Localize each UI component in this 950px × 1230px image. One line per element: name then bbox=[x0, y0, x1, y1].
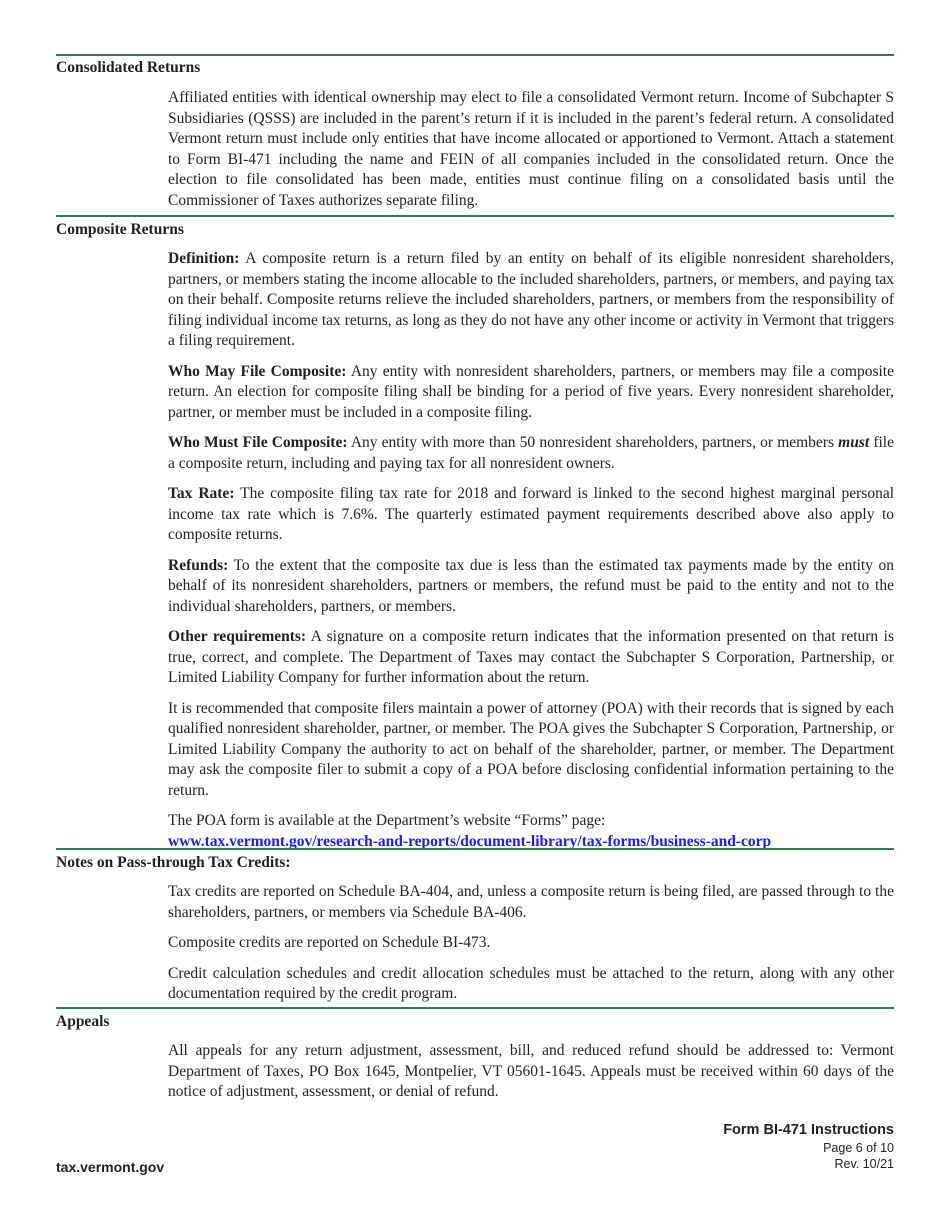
credits-paragraph-1: Tax credits are reported on Schedule BA-404, and, unless a composite return is being filed, are passed through to the shareholders, partners, or members via Schedule BA-406. bbox=[168, 883, 894, 921]
other-requirements-label: Other requirements: bbox=[168, 628, 307, 645]
who-may-file-text: Any entity with nonresident shareholders, partners, or members may file a composite return. An election for composite filing shall be binding for a period of five years. Every nonresident shareholder, partner, or member must be included in a composite filing. bbox=[168, 362, 894, 421]
definition-paragraph bbox=[168, 249, 894, 352]
who-must-file-text-1: Any entity with more than 50 nonresident shareholders, partners, or members bbox=[347, 434, 839, 451]
tax-rate-label: Tax Rate: bbox=[168, 485, 235, 502]
who-must-file-label: Who Must File Composite: bbox=[168, 434, 348, 451]
refunds-label: Refunds: bbox=[168, 556, 229, 574]
footer-page-number: Page 6 of 10 bbox=[823, 1141, 894, 1155]
credits-paragraph-2: Composite credits are reported on Schedule BI-473. bbox=[168, 934, 491, 951]
section-divider bbox=[56, 848, 894, 850]
footer-website: tax.vermont.gov bbox=[56, 1159, 165, 1175]
pass-through-credits-body bbox=[168, 882, 894, 1015]
poa-paragraph: It is recommended that composite filers maintain a power of attorney (POA) with their records that is signed by each qualified nonresident shareholder, partner, or member. The POA gives the Subchapter S Corporation, Partnership, or Limited Liability Company the authority to act on behalf of the shareholder, partner, or member. The Department may ask the composite filer to submit a copy of a POA before disclosing confidential information pertaining to the return. bbox=[168, 699, 894, 799]
who-must-file-emphasis: must bbox=[838, 434, 870, 451]
appeals-paragraph: All appeals for any return adjustment, assessment, bill, and reduced refund should be addressed to: Vermont Department of Taxes, PO Box 1645, Montpelier, VT 05601-1645. Appeals must be received within 60 days of the notice of adjustment, assessment, or denial of refund. bbox=[168, 1042, 894, 1100]
section-divider bbox=[56, 1007, 894, 1009]
tax-rate-text: The composite filing tax rate for 2018 and forward is linked to the second highest marginal personal income tax rate which is 7.6%. The quarterly estimated payment requirements described above also apply to composite returns. bbox=[168, 485, 895, 543]
credits-paragraph-3: Credit calculation schedules and credit allocation schedules must be attached to the return, along with any other documentation required by the credit program. bbox=[168, 964, 894, 1002]
footer-form-title: Form BI-471 Instructions bbox=[723, 1122, 894, 1138]
who-must-file-text-2: file a composite return, including and paying tax for all nonresident owners. bbox=[168, 434, 894, 472]
composite-returns-body bbox=[168, 249, 894, 862]
definition-label: Definition: bbox=[168, 250, 240, 267]
other-requirements-paragraph bbox=[168, 627, 894, 689]
composite-returns-heading: Composite Returns bbox=[56, 221, 184, 238]
appeals-body bbox=[168, 1041, 894, 1113]
poa-form-text: The POA form is available at the Department’s website “Forms” page: bbox=[168, 812, 606, 829]
tax-rate-paragraph bbox=[168, 484, 894, 546]
poa-form-paragraph bbox=[168, 811, 894, 852]
consolidated-returns-heading: Consolidated Returns bbox=[56, 59, 201, 76]
poa-forms-link[interactable]: www.tax.vermont.gov/research-and-reports/document-library/tax-forms/business-and-corp bbox=[168, 832, 772, 850]
who-may-file-paragraph bbox=[168, 362, 894, 424]
appeals-heading: Appeals bbox=[56, 1013, 110, 1030]
footer-revision: Rev. 10/21 bbox=[834, 1157, 894, 1171]
section-divider bbox=[56, 215, 894, 217]
who-may-file-label: Who May File Composite: bbox=[168, 362, 347, 380]
footer-form-info bbox=[723, 1121, 894, 1172]
definition-text: A composite return is a return filed by an entity on behalf of its eligible nonresident shareholders, partners, or members stating the income allocable to the included shareholders, partners, or members, and paying tax on their behalf. Composite returns relieve the included shareholders, partners, or members from the responsibility of filing individual income tax returns, as long as they do not have any other income or activity in Vermont that triggers a filing requirement. bbox=[168, 250, 894, 349]
pass-through-credits-heading: Notes on Pass-through Tax Credits: bbox=[56, 854, 291, 871]
refunds-text: To the extent that the composite tax due is less than the estimated tax payments made by the entity on behalf of its nonresident shareholders, partners or members, the refund must be paid to the entity and not to the individual shareholders, partners, or members. bbox=[168, 556, 894, 615]
consolidated-returns-body bbox=[168, 88, 894, 221]
other-requirements-text: A signature on a composite return indicates that the information presented on that return is true, correct, and complete. The Department of Taxes may contact the Subchapter S Corporation, Partnership, or Limited Liability Company for further information about the return. bbox=[168, 628, 895, 686]
refunds-paragraph bbox=[168, 556, 894, 618]
who-must-file-paragraph bbox=[168, 433, 894, 474]
consolidated-paragraph: Affiliated entities with identical ownership may elect to file a consolidated Vermont return. Income of Subchapter S Subsidiaries (QSSS) are included in the parent’s return if it is included in the parent’s federal return. A consolidated Vermont return must include only entities that have income allocated or apportioned to Vermont. Attach a statement to Form BI-471 including the name and FEIN of all companies included in the consolidated return. Once the election to file consolidated has been made, entities must continue filing on a consolidated basis until the Commissioner of Taxes authorizes separate filing. bbox=[168, 89, 894, 209]
section-divider bbox=[56, 54, 894, 56]
